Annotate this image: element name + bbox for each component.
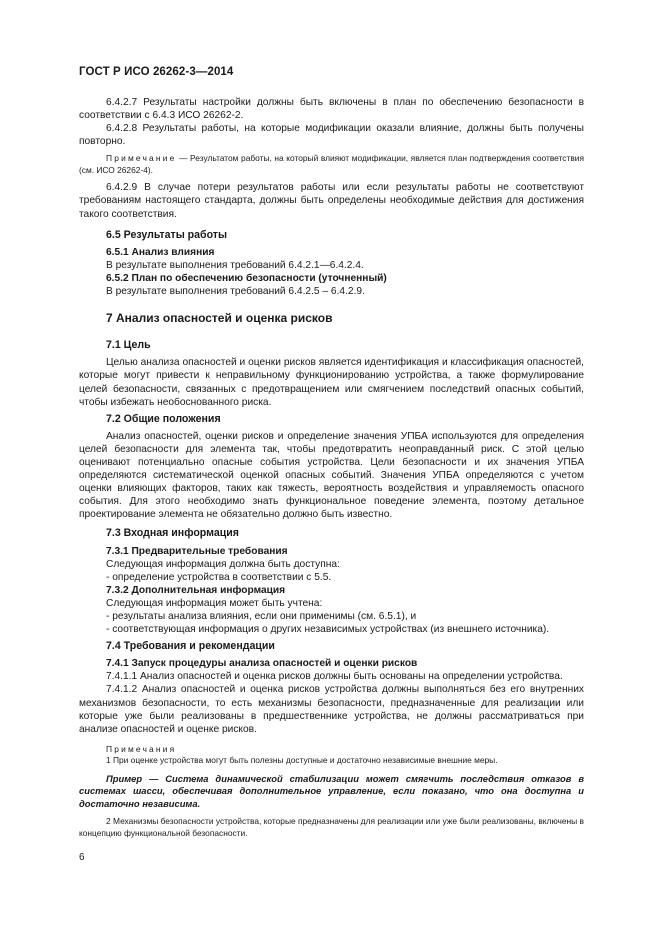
- example-text: Пример — Система динамической стабилизации может смягчить последствия отказов в системах шасси, обеспечивая дополнительное управление, если показано, что она доступна и достаточно независима.: [79, 772, 584, 809]
- text-7-1: Целью анализа опасностей и оценки рисков является идентификация и классификация опасностей, которые могут привести к неправильному функционированию устройства, а также формулирование целей безопасности, связанных с предотвращением или смягчением последствий опасных событий, чтобы избежать необоснованного риска.: [79, 357, 584, 408]
- note-1: [79, 153, 584, 176]
- heading-7-3-2: 7.3.2 Дополнительная информация: [106, 584, 286, 596]
- text-6-5-2: В результате выполнения требований 6.4.2.5 – 6.4.2.9.: [106, 286, 365, 298]
- document-header: ГОСТ Р ИСО 26262-3—2014: [79, 66, 234, 78]
- heading-7-3: 7.3 Входная информация: [106, 527, 239, 540]
- heading-7-3-1: 7.3.1 Предварительные требования: [106, 545, 288, 557]
- list-item: - определение устройства в соответствии с 5.5.: [106, 571, 332, 583]
- clause-7-4-1-2: 7.4.1.2 Анализ опасностей и оценка рисков устройства должны выполняться без его внутренних механизмов безопасности, то есть механизмы безопасности, предназначенные для реализации или которые уже были реализованы в предшественнике устройства, не должны рассматриваться при анализе опасностей и оценке рисков.: [79, 684, 584, 735]
- clause-6-4-2-7: 6.4.2.7 Результаты настройки должны быть включены в план по обеспечению безопасности в соответствии с 6.4.3 ИСО 26262-2.: [79, 97, 584, 122]
- notes-label: Примечания: [106, 743, 177, 754]
- heading-7-4: 7.4 Требования и рекомендации: [106, 640, 275, 653]
- heading-7-1: 7.1 Цель: [106, 339, 151, 352]
- note-item-1: 1 При оценке устройства могут быть полезны доступные и достаточно независимые внешние меры.: [106, 755, 498, 766]
- page-number: 6: [79, 852, 85, 863]
- note-1-text: — Результатом работы, на который влияют модификации, является план подтверждения соответствия (см. ИСО 26262-4).: [79, 153, 584, 175]
- heading-7-4-1: 7.4.1 Запуск процедуры анализа опасностей и оценки рисков: [106, 658, 418, 670]
- heading-6-5: 6.5 Результаты работы: [106, 228, 228, 241]
- heading-7: 7 Анализ опасностей и оценка рисков: [106, 311, 333, 326]
- text-7-3-2: Следующая информация может быть учтена:: [106, 597, 323, 609]
- clause-6-4-2-8: 6.4.2.8 Результаты работы, на которые модификации оказали влияние, должны быть получены повторно.: [79, 123, 584, 148]
- text-7-3-1: Следующая информация должна быть доступна:: [106, 558, 340, 570]
- text-6-5-1: В результате выполнения требований 6.4.2.1—6.4.2.4.: [106, 259, 364, 271]
- note-1-label: Примечание: [106, 153, 177, 164]
- text-7-2: Анализ опасностей, оценки рисков и определение значения УПБА используются для определения целей безопасности для элемента так, чтобы предотвратить неоправданный риск. С этой целью оценивают потенциально опасные события устройства. Цели безопасности и их значения УПБА определяются систематической оценкой опасных событий. Значения УПБА определяются с учетом оценки влияющих факторов, таких как тяжесть, вероятность воздействия и управляемость опасного события. Для этого необходимо знать функциональное поведение элемента, поэтому детальное проектирование элемента не обязательно должно быть известно.: [79, 430, 584, 521]
- heading-6-5-1: 6.5.1 Анализ влияния: [106, 246, 215, 258]
- document-body: [79, 96, 584, 839]
- clause-7-4-1-1: 7.4.1.1 Анализ опасностей и оценка рисков должны быть основаны на определении устройства.: [106, 671, 563, 683]
- heading-6-5-2: 6.5.2 План по обеспечению безопасности (уточненный): [106, 272, 387, 284]
- heading-7-2: 7.2 Общие положения: [106, 412, 221, 425]
- clause-6-4-2-9: 6.4.2.9 В случае потери результатов работы или если результаты работы не соответствуют требованиям настоящего стандарта, должны быть определены необходимые действия для достижения такого соответствия.: [79, 182, 584, 220]
- list-item: - результаты анализа влияния, если они применимы (см. 6.5.1), и: [106, 611, 417, 622]
- note-item-2: 2 Механизмы безопасности устройства, которые предназначены для реализации или уже были реализованы, включены в концепцию функциональной безопасности.: [79, 816, 584, 838]
- list-item: - соответствующая информация о других независимых устройствах (из внешнего источника).: [106, 624, 550, 636]
